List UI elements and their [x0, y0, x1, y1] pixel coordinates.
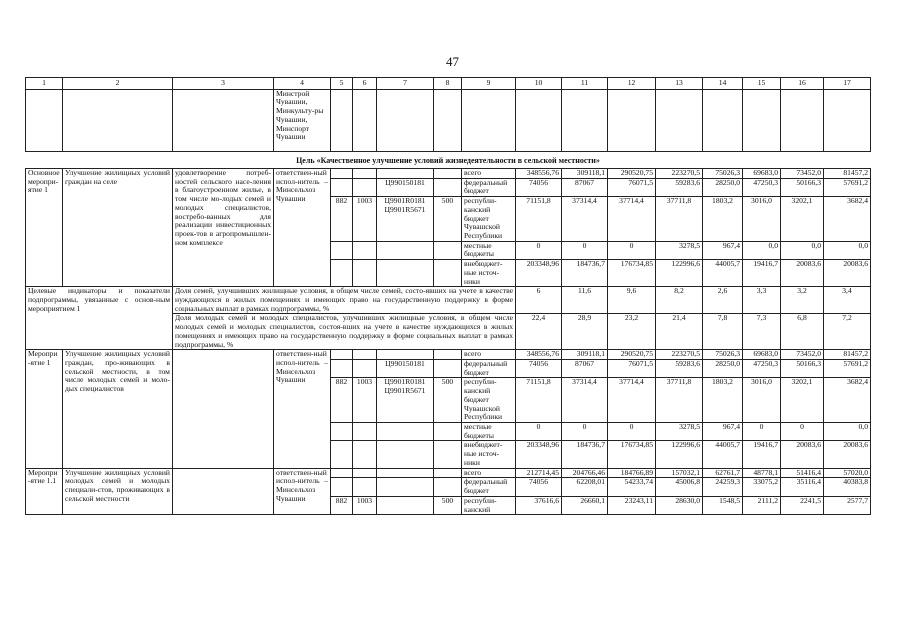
- indicator-text: Доля семей, улучшивших жилищные условия, в общем числе семей, состо-явших на учете в качестве нуждающихся в жилых помещениях и имеющих право на государственную поддержку в форме социальных выплат в рамках подпрограммы, %: [173, 287, 516, 314]
- value-cell: 59283,6: [656, 178, 703, 196]
- source-cell: республи-канский бюджет Чувашской Республики: [462, 378, 516, 423]
- value-cell: 122996,6: [656, 441, 703, 468]
- header-cell: 17: [824, 78, 871, 90]
- value-cell: 3,4: [824, 287, 871, 314]
- value-cell: 75026,3: [703, 350, 743, 360]
- value-cell: 19416,7: [743, 260, 781, 287]
- source-cell: внебюджет-ные источ-ники: [462, 260, 516, 287]
- value-cell: 3278,5: [656, 241, 703, 259]
- value-cell: 3278,5: [656, 423, 703, 441]
- event-number: Меропри-ятие 1.1: [26, 468, 63, 515]
- event-name: Улучшение жилищных условий молодых семей и молодых специали-стов, проживающих в сельской местности: [63, 468, 173, 515]
- executor: ответствен-ный испол-нитель – Минсельхоз Чувашии: [274, 168, 331, 286]
- value-cell: 47250,3: [743, 360, 781, 378]
- value-cell: 44005,7: [703, 260, 743, 287]
- value-cell: 21,4: [656, 314, 703, 350]
- value-cell: 57020,0: [824, 468, 871, 478]
- value-cell: 348556,76: [516, 350, 562, 360]
- value-cell: 212714,45: [516, 468, 562, 478]
- value-cell: 0,0: [824, 423, 871, 441]
- source-cell: всего: [462, 168, 516, 178]
- value-cell: 3,2: [781, 287, 824, 314]
- value-cell: 184736,7: [562, 441, 608, 468]
- value-cell: 74056: [516, 360, 562, 378]
- value-cell: 69683,0: [743, 168, 781, 178]
- header-cell: 4: [274, 78, 331, 90]
- executor: ответствен-ный испол-нитель – Минсельхоз Чувашии: [274, 350, 331, 468]
- source-cell: федеральный бюджет: [462, 360, 516, 378]
- value-cell: 204766,46: [562, 468, 608, 478]
- event-name: Улучшение жилищных условий граждан, про-живающих в сельской местности, в том числе молодых семей и моло-дых специалистов: [63, 350, 173, 468]
- table-row: [26, 168, 871, 178]
- value-cell: 11,6: [562, 287, 608, 314]
- header-cell: 14: [703, 78, 743, 90]
- value-cell: 37711,8: [656, 197, 703, 242]
- value-cell: 69683,0: [743, 350, 781, 360]
- source-cell: всего: [462, 468, 516, 478]
- header-cell: 7: [377, 78, 434, 90]
- table-row: [26, 468, 871, 478]
- value-cell: 28630,0: [656, 496, 703, 514]
- source-cell: внебюджет-ные источ-ники: [462, 441, 516, 468]
- header-cell: 6: [353, 78, 377, 90]
- value-cell: 203348,96: [516, 441, 562, 468]
- value-cell: 71151,8: [516, 197, 562, 242]
- value-cell: 184736,7: [562, 260, 608, 287]
- value-cell: 2577,7: [824, 496, 871, 514]
- value-cell: 176734,85: [608, 260, 656, 287]
- value-cell: 2111,2: [743, 496, 781, 514]
- value-cell: 290520,75: [608, 168, 656, 178]
- header-cell: 13: [656, 78, 703, 90]
- source-cell: местные бюджеты: [462, 423, 516, 441]
- value-cell: 967,4: [703, 241, 743, 259]
- gr-code: 882: [331, 378, 353, 423]
- header-cell: 3: [173, 78, 274, 90]
- value-cell: 0: [743, 423, 781, 441]
- value-cell: 24259,3: [703, 478, 743, 496]
- value-cell: 223270,5: [656, 168, 703, 178]
- value-cell: 7,3: [743, 314, 781, 350]
- value-cell: 74056: [516, 478, 562, 496]
- source-cell: федеральный бюджет: [462, 178, 516, 196]
- value-cell: 20083,6: [824, 441, 871, 468]
- value-cell: 26660,1: [562, 496, 608, 514]
- executor: ответствен-ный испол-нитель – Минсельхоз Чувашии: [274, 468, 331, 515]
- value-cell: 184766,89: [608, 468, 656, 478]
- value-cell: 28250,0: [703, 178, 743, 196]
- value-cell: 37714,4: [608, 197, 656, 242]
- header-cell: 12: [608, 78, 656, 90]
- value-cell: 223270,5: [656, 350, 703, 360]
- value-cell: 2,6: [703, 287, 743, 314]
- section-code: 1003: [353, 378, 377, 423]
- value-cell: 74056: [516, 178, 562, 196]
- header-cell: 8: [434, 78, 462, 90]
- value-cell: 3016,0: [743, 197, 781, 242]
- column-number-row: [26, 78, 871, 90]
- value-cell: 54233,74: [608, 478, 656, 496]
- value-cell: 8,2: [656, 287, 703, 314]
- executor-cell: Минстрой Чувашии, Минкульту-ры Чувашии, Минспорт Чувашии: [274, 89, 331, 151]
- value-cell: 0: [562, 241, 608, 259]
- value-cell: 309118,1: [562, 168, 608, 178]
- table-row: [26, 350, 871, 360]
- value-cell: 0,0: [824, 241, 871, 259]
- source-cell: местные бюджеты: [462, 241, 516, 259]
- indicator-row: [26, 287, 871, 314]
- value-cell: 33075,2: [743, 478, 781, 496]
- code-cell: Ц990150181: [377, 360, 434, 378]
- header-cell: 9: [462, 78, 516, 90]
- type-code: 500: [434, 378, 462, 423]
- event-name: Улучшение жилищных условий граждан на селе: [63, 168, 173, 286]
- header-cell: 10: [516, 78, 562, 90]
- code-cell: Ц9901R0181 Ц9901R5671: [377, 197, 434, 242]
- value-cell: 20083,6: [781, 260, 824, 287]
- event-number: Меропри-ятие 1: [26, 350, 63, 468]
- value-cell: 1548,5: [703, 496, 743, 514]
- value-cell: 2241,5: [781, 496, 824, 514]
- value-cell: 3682,4: [824, 378, 871, 423]
- type-code: 500: [434, 197, 462, 242]
- value-cell: 176734,85: [608, 441, 656, 468]
- value-cell: 71151,8: [516, 378, 562, 423]
- type-code: 500: [434, 496, 462, 514]
- header-cell: 16: [781, 78, 824, 90]
- event-goal: удовлетворение потреб-ностей сельского насе-ления в благоустроенном жилье, в том числе мо-лодых семей и молодых специалистов, востребо-ванных для реализации инвестиционных проек-тов в агропромышлен-ном комплексе: [173, 168, 274, 286]
- value-cell: 28,9: [562, 314, 608, 350]
- value-cell: 35116,4: [781, 478, 824, 496]
- source-cell: республи-канский: [462, 496, 516, 514]
- value-cell: 50166,3: [781, 178, 824, 196]
- value-cell: 37711,8: [656, 378, 703, 423]
- value-cell: 47250,3: [743, 178, 781, 196]
- value-cell: 1803,2: [703, 378, 743, 423]
- code-cell: Ц990150181: [377, 178, 434, 196]
- header-cell: 15: [743, 78, 781, 90]
- value-cell: 967,4: [703, 423, 743, 441]
- value-cell: 76071,5: [608, 178, 656, 196]
- header-cell: 5: [331, 78, 353, 90]
- value-cell: 22,4: [516, 314, 562, 350]
- value-cell: 157032,1: [656, 468, 703, 478]
- value-cell: 20083,6: [781, 441, 824, 468]
- value-cell: 1803,2: [703, 197, 743, 242]
- value-cell: 37714,4: [608, 378, 656, 423]
- value-cell: 19416,7: [743, 441, 781, 468]
- value-cell: 9,6: [608, 287, 656, 314]
- value-cell: 309118,1: [562, 350, 608, 360]
- source-cell: республи-канский бюджет Чувашской Республики: [462, 197, 516, 242]
- header-cell: 1: [26, 78, 63, 90]
- value-cell: 0: [516, 241, 562, 259]
- value-cell: 59283,6: [656, 360, 703, 378]
- value-cell: 6,8: [781, 314, 824, 350]
- value-cell: 87067: [562, 360, 608, 378]
- value-cell: 3,3: [743, 287, 781, 314]
- value-cell: 44005,7: [703, 441, 743, 468]
- value-cell: 122996,6: [656, 260, 703, 287]
- value-cell: 7,2: [824, 314, 871, 350]
- gr-code: 882: [331, 197, 353, 242]
- value-cell: 87067: [562, 178, 608, 196]
- goal-title: Цель «Качественное улучшение условий жизнедеятельности в сельской местности»: [26, 151, 871, 168]
- value-cell: 57691,2: [824, 178, 871, 196]
- section-code: 1003: [353, 197, 377, 242]
- value-cell: 62208,01: [562, 478, 608, 496]
- event-number: Основное меропри-ятие 1: [26, 168, 63, 286]
- value-cell: 3202,1: [781, 378, 824, 423]
- value-cell: 37314,4: [562, 197, 608, 242]
- value-cell: 37616,6: [516, 496, 562, 514]
- value-cell: 203348,96: [516, 260, 562, 287]
- value-cell: 3202,1: [781, 197, 824, 242]
- value-cell: 0,0: [743, 241, 781, 259]
- value-cell: 76071,5: [608, 360, 656, 378]
- page-number: 47: [446, 54, 459, 69]
- value-cell: 81457,2: [824, 350, 871, 360]
- value-cell: 50166,3: [781, 360, 824, 378]
- value-cell: 0: [516, 423, 562, 441]
- value-cell: 6: [516, 287, 562, 314]
- value-cell: 28250,0: [703, 360, 743, 378]
- value-cell: 51416,4: [781, 468, 824, 478]
- value-cell: 45006,8: [656, 478, 703, 496]
- value-cell: 0: [562, 423, 608, 441]
- value-cell: 62761,7: [703, 468, 743, 478]
- value-cell: 0: [781, 423, 824, 441]
- value-cell: 73452,0: [781, 168, 824, 178]
- value-cell: 75026,3: [703, 168, 743, 178]
- program-table: [25, 77, 871, 515]
- continuation-row: [26, 89, 871, 151]
- source-cell: всего: [462, 350, 516, 360]
- value-cell: 7,8: [703, 314, 743, 350]
- value-cell: 23,2: [608, 314, 656, 350]
- value-cell: 57691,2: [824, 360, 871, 378]
- source-cell: федеральный бюджет: [462, 478, 516, 496]
- value-cell: 3016,0: [743, 378, 781, 423]
- value-cell: 0: [608, 423, 656, 441]
- value-cell: 20083,6: [824, 260, 871, 287]
- indicators-label: Целевые индикаторы и показатели подпрограммы, увязанные с основ-ным мероприятием 1: [26, 287, 173, 350]
- section-code: 1003: [353, 496, 377, 514]
- header-cell: 2: [63, 78, 173, 90]
- value-cell: 81457,2: [824, 168, 871, 178]
- goal-row: [26, 151, 871, 168]
- value-cell: 48778,1: [743, 468, 781, 478]
- value-cell: 23243,11: [608, 496, 656, 514]
- indicator-text: Доля молодых семей и молодых специалистов, улучшивших жилищные условия, в общем числе молодых семей и молодых специалистов, состоя-вших на учете в качестве нуждающихся в жилых помещениях и имеющих право на государственную поддержку в форме социальных выплат в рамках подпрограммы, %: [173, 314, 516, 350]
- header-cell: 11: [562, 78, 608, 90]
- value-cell: 348556,76: [516, 168, 562, 178]
- value-cell: 73452,0: [781, 350, 824, 360]
- value-cell: 0: [608, 241, 656, 259]
- value-cell: 290520,75: [608, 350, 656, 360]
- value-cell: 37314,4: [562, 378, 608, 423]
- gr-code: 882: [331, 496, 353, 514]
- value-cell: 40383,8: [824, 478, 871, 496]
- value-cell: 0,0: [781, 241, 824, 259]
- value-cell: 3682,4: [824, 197, 871, 242]
- code-cell: Ц9901R0181 Ц9901R5671: [377, 378, 434, 423]
